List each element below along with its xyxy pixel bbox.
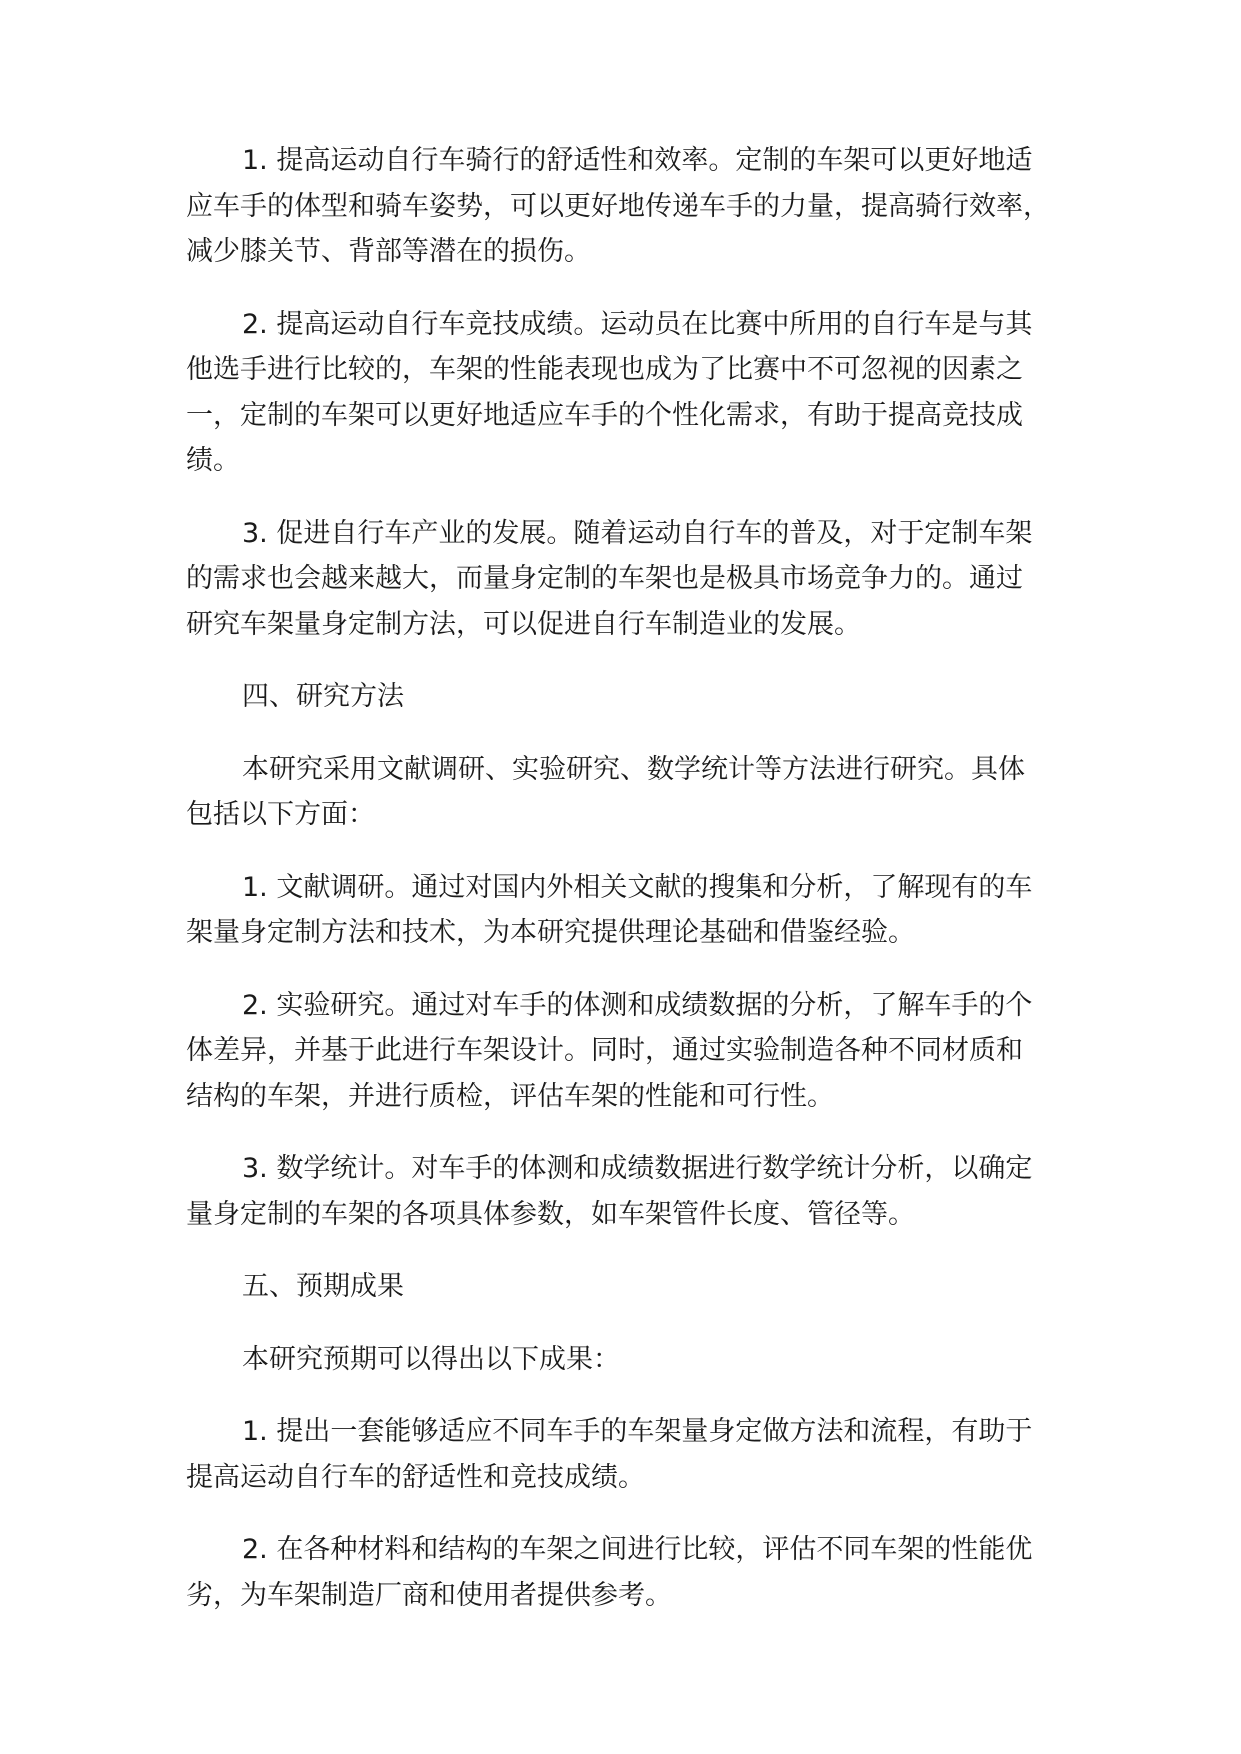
text-line: 2. 实验研究。通过对车手的体测和成绩数据的分析，了解车手的个 [242,989,1033,1021]
text-line: 的需求也会越来越大，而量身定制的车架也是极具市场竞争力的。通过 [186,563,1023,594]
text-line: 一，定制的车架可以更好地适应车手的个性化需求，有助于提高竞技成 [186,399,1023,431]
text-line: 本研究采用文献调研、实验研究、数学统计等方法进行研究。具体 [242,753,1025,785]
text-line: 2. 提高运动自行车竞技成绩。运动员在比赛中所用的自行车是与其 [242,308,1033,340]
text-line: 架量身定制方法和技术，为本研究提供理论基础和借鉴经验。 [186,917,915,948]
text-line: 2. 在各种材料和结构的车架之间进行比较，评估不同车架的性能优 [242,1534,1033,1565]
text-line: 3. 促进自行车产业的发展。随着运动自行车的普及，对于定制车架 [242,517,1033,549]
document-page [186,138,1078,1645]
paragraph-goal-industry [186,511,1078,648]
heading-text: 五、预期成果 [242,1271,404,1302]
text-line: 绩。 [186,445,240,476]
section-heading-outcomes [186,1264,1078,1310]
text-line: 他选手进行比较的，车架的性能表现也成为了比赛中不可忽视的因素之 [186,354,1023,385]
paragraph-method-experiment [186,983,1078,1120]
text-line: 体差异，并基于此进行车架设计。同时，通过实验制造各种不同材质和 [186,1035,1023,1066]
section-heading-methods [186,674,1078,720]
text-line: 应车手的体型和骑车姿势，可以更好地传递车手的力量，提高骑行效率， [186,190,1050,222]
text-line: 本研究预期可以得出以下成果： [242,1343,620,1375]
text-line: 量身定制的车架的各项具体参数，如车架管件长度、管径等。 [186,1198,915,1230]
text-line: 结构的车架，并进行质检，评估车架的性能和可行性。 [186,1080,834,1112]
paragraph-outcome-comparison [186,1527,1078,1618]
paragraph-outcome-method [186,1409,1078,1500]
text-line: 包括以下方面： [186,799,375,830]
text-line: 研究车架量身定制方法，可以促进自行车制造业的发展。 [186,608,861,640]
paragraph-goal-comfort [186,138,1078,275]
heading-text: 四、研究方法 [242,681,404,712]
text-line: 劣，为车架制造厂商和使用者提供参考。 [186,1579,672,1611]
paragraph-goal-performance [186,302,1078,484]
paragraph-method-literature [186,865,1078,956]
text-line: 提高运动自行车的舒适性和竞技成绩。 [186,1461,645,1493]
text-line: 减少膝关节、背部等潜在的损伤。 [186,236,591,267]
text-line: 1. 提高运动自行车骑行的舒适性和效率。定制的车架可以更好地适 [242,145,1033,176]
text-line: 1. 提出一套能够适应不同车手的车架量身定做方法和流程，有助于 [242,1416,1033,1447]
paragraph-method-statistics [186,1146,1078,1237]
text-line: 1. 文献调研。通过对国内外相关文献的搜集和分析，了解现有的车 [242,871,1033,903]
paragraph-outcomes-intro [186,1337,1078,1383]
paragraph-methods-intro [186,747,1078,838]
text-line: 3. 数学统计。对车手的体测和成绩数据进行数学统计分析，以确定 [242,1153,1033,1184]
